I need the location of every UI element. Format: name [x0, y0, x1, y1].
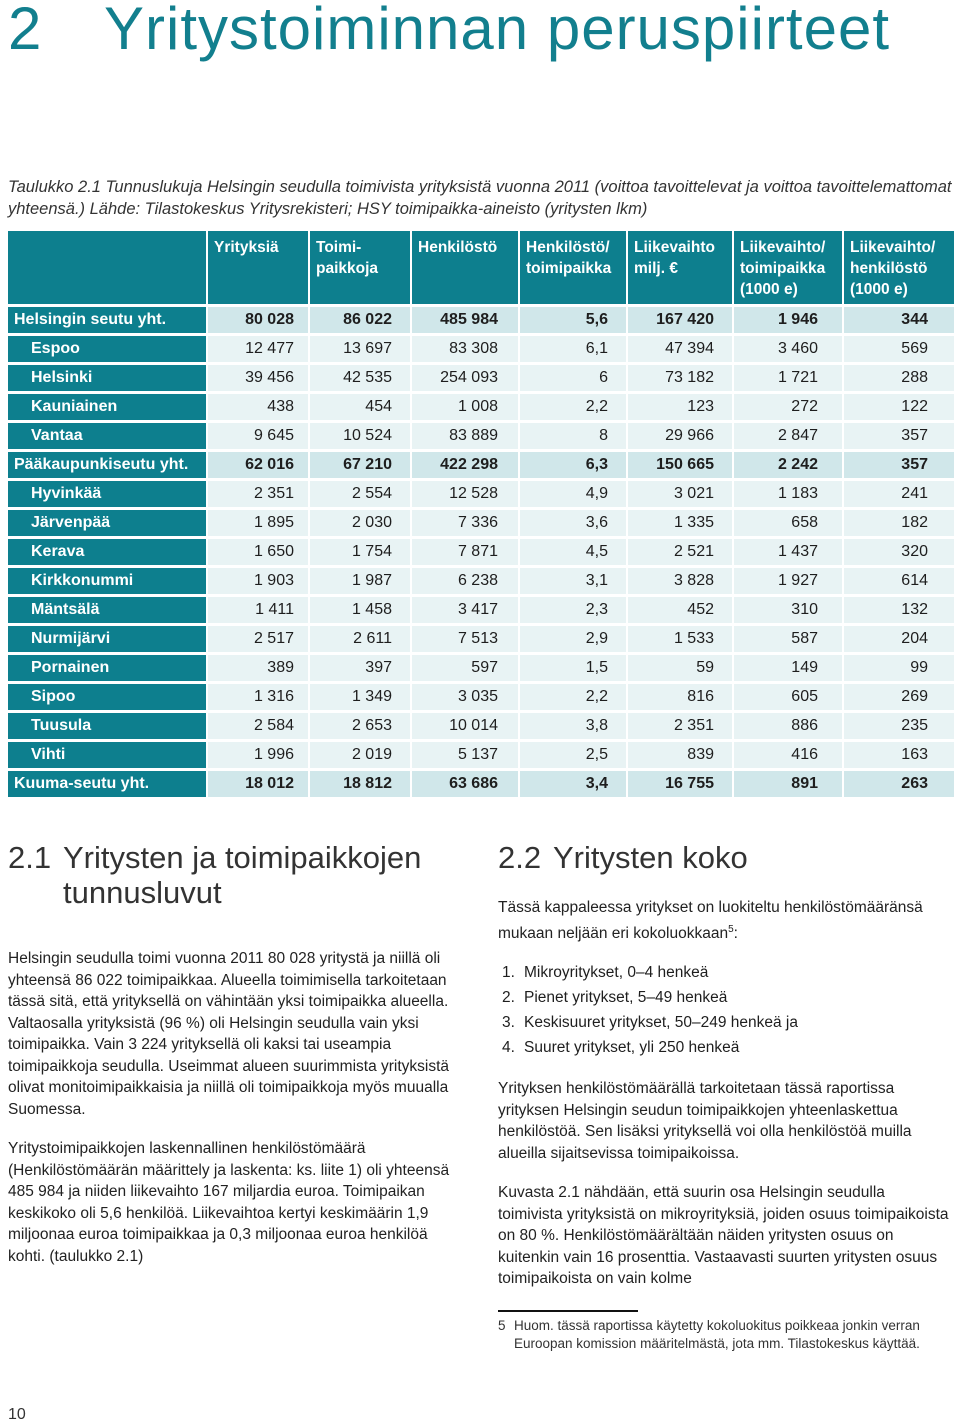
table-cell: 39 456	[208, 365, 310, 391]
table-cell: 3,6	[520, 510, 628, 536]
table-cell: 438	[208, 394, 310, 420]
table-cell: 587	[734, 626, 844, 652]
table-cell: 99	[844, 655, 954, 681]
section-number: 2.2	[498, 840, 542, 875]
table-cell: 288	[844, 365, 954, 391]
table-cell: 18 812	[310, 771, 412, 797]
table-cell: 1 946	[734, 307, 844, 333]
table-cell: 1 349	[310, 684, 412, 710]
table-cell: 86 022	[310, 307, 412, 333]
table-cell: 263	[844, 771, 954, 797]
table-cell: 3 828	[628, 568, 734, 594]
column-header: Yrityksiä	[208, 231, 310, 304]
table-cell: 83 889	[412, 423, 520, 449]
table-body	[8, 307, 954, 797]
table-total-row	[8, 307, 954, 333]
table-cell: 1 987	[310, 568, 412, 594]
section-title: Yritysten koko	[553, 840, 748, 875]
table-cell: 2,2	[520, 394, 628, 420]
list-text: Keskisuuret yritykset, 50–249 henkeä ja	[524, 1014, 798, 1032]
table-cell: 5,6	[520, 307, 628, 333]
table-cell: 29 966	[628, 423, 734, 449]
table-cell: 80 028	[208, 307, 310, 333]
table-cell: 6,1	[520, 336, 628, 362]
table-cell: 310	[734, 597, 844, 623]
table-cell: 2,9	[520, 626, 628, 652]
footnote-text: Huom. tässä raportissa käytetty kokoluokitus poikkeaa jonkin verran Euroopan komission määritelmästä, jota mm. Tilastokeskus käyttää.	[514, 1318, 920, 1351]
table-cell: 422 298	[412, 452, 520, 478]
intro-paragraph	[498, 897, 950, 944]
table-cell: 1 533	[628, 626, 734, 652]
row-label: Pääkaupunkiseutu yht.	[8, 452, 208, 478]
size-class-list	[498, 960, 950, 1060]
column-header: Liikevaihto/ toimipaikka (1000 e)	[734, 231, 844, 304]
row-label: Pornainen	[8, 655, 208, 681]
section-title: Yritysten ja toimipaikkojen tunnusluvut	[63, 840, 422, 910]
table-cell: 2 351	[208, 481, 310, 507]
table-row	[8, 539, 954, 565]
table-cell: 1 996	[208, 742, 310, 768]
table-cell: 2 521	[628, 539, 734, 565]
table-cell: 204	[844, 626, 954, 652]
table-cell: 163	[844, 742, 954, 768]
column-header: Henkilöstö/ toimipaikka	[520, 231, 628, 304]
table-cell: 1 458	[310, 597, 412, 623]
table-cell: 357	[844, 423, 954, 449]
table-cell: 83 308	[412, 336, 520, 362]
table-caption: Taulukko 2.1 Tunnuslukuja Helsingin seudulla toimivista yrityksistä vuonna 2011 (voittoa tavoittelevat ja voittoa tavoittelemattomat yhteensä.) Lähde: Tilastokeskus Yritysrekisteri; HSY toimipaikka-aineisto (yritysten lkm)	[8, 178, 952, 218]
list-text: Mikroyritykset, 0–4 henkeä	[524, 964, 709, 982]
table-cell: 10 014	[412, 713, 520, 739]
table-cell: 3 460	[734, 336, 844, 362]
table-cell: 6 238	[412, 568, 520, 594]
table-cell: 9 645	[208, 423, 310, 449]
column-header: Henkilöstö	[412, 231, 520, 304]
table-cell: 1 411	[208, 597, 310, 623]
table-cell: 891	[734, 771, 844, 797]
list-number: 3.	[502, 1014, 515, 1032]
table-cell: 6	[520, 365, 628, 391]
table-cell: 2 611	[310, 626, 412, 652]
table-cell: 73 182	[628, 365, 734, 391]
chapter-title-text: Yritystoiminnan peruspiirteet	[104, 0, 891, 62]
table-row	[8, 568, 954, 594]
table-cell: 1 927	[734, 568, 844, 594]
table-cell: 2 242	[734, 452, 844, 478]
table-cell: 149	[734, 655, 844, 681]
table-cell: 6,3	[520, 452, 628, 478]
table-cell: 605	[734, 684, 844, 710]
footnote-divider	[498, 1310, 638, 1312]
table-cell: 569	[844, 336, 954, 362]
table-total-row	[8, 452, 954, 478]
table-row	[8, 481, 954, 507]
column-header: Liikevaihto milj. €	[628, 231, 734, 304]
table-cell: 1 903	[208, 568, 310, 594]
row-label: Kauniainen	[8, 394, 208, 420]
table-header-row	[8, 231, 954, 304]
table-row	[8, 365, 954, 391]
table-cell: 123	[628, 394, 734, 420]
table-row	[8, 423, 954, 449]
paragraph: Yritystoimipaikkojen laskennallinen henkilöstömäärä (Henkilöstömäärän määrittely ja laskenta: ks. liite 1) oli yhteensä 485 984 ja niiden liikevaihto 167 miljardia euroa. Toimipaikan keskikoko oli 5,6 henkilöä. Liikevaihtoa kertyi keskimäärin 1,9 miljoonaa euroa toimipaikkaa ja 0,3 miljoonaa euroa henkilöä kohti. (taulukko 2.1)	[8, 1140, 450, 1265]
table-cell: 8	[520, 423, 628, 449]
table-cell: 1 754	[310, 539, 412, 565]
table-cell: 816	[628, 684, 734, 710]
table-cell: 241	[844, 481, 954, 507]
table-cell: 2 653	[310, 713, 412, 739]
footnote	[498, 1317, 938, 1353]
table-cell: 357	[844, 452, 954, 478]
table-cell: 182	[844, 510, 954, 536]
footnote-number: 5	[498, 1318, 506, 1333]
table-cell: 67 210	[310, 452, 412, 478]
table-cell: 2 554	[310, 481, 412, 507]
list-item	[498, 1035, 950, 1060]
table-cell: 122	[844, 394, 954, 420]
section-heading	[8, 840, 464, 910]
list-item	[498, 985, 950, 1010]
table-cell: 18 012	[208, 771, 310, 797]
table-cell: 13 697	[310, 336, 412, 362]
table-cell: 12 528	[412, 481, 520, 507]
paragraph: Kuvasta 2.1 nähdään, että suurin osa Helsingin seudulla toimivista yrityksistä on mikroyrityksiä, joiden osuus toimipaikoista on 80 %. Henkilöstömäärältään näiden yritysten osuus on kuitenkin vain 16 prosenttia. Vastaavasti suurten yritysten osuus toimipaikoista on vain kolme	[498, 1184, 949, 1288]
row-label: Tuusula	[8, 713, 208, 739]
table-cell: 5 137	[412, 742, 520, 768]
table-cell: 2 351	[628, 713, 734, 739]
table-cell: 7 871	[412, 539, 520, 565]
section-number: 2.1	[8, 840, 52, 875]
table-cell: 397	[310, 655, 412, 681]
row-label: Nurmijärvi	[8, 626, 208, 652]
table-cell: 269	[844, 684, 954, 710]
table-cell: 614	[844, 568, 954, 594]
header-corner	[8, 231, 208, 304]
table-cell: 3,8	[520, 713, 628, 739]
row-label: Espoo	[8, 336, 208, 362]
table-cell: 1 008	[412, 394, 520, 420]
table-cell: 4,5	[520, 539, 628, 565]
table-cell: 150 665	[628, 452, 734, 478]
table-cell: 2 517	[208, 626, 310, 652]
table-cell: 2,2	[520, 684, 628, 710]
table-cell: 62 016	[208, 452, 310, 478]
table-cell: 2,5	[520, 742, 628, 768]
table-cell: 389	[208, 655, 310, 681]
table-row	[8, 510, 954, 536]
table-cell: 454	[310, 394, 412, 420]
table-cell: 7 513	[412, 626, 520, 652]
table-cell: 2 030	[310, 510, 412, 536]
row-label: Vantaa	[8, 423, 208, 449]
table-cell: 1 335	[628, 510, 734, 536]
section-2-2	[498, 840, 950, 1290]
list-item	[498, 1010, 950, 1035]
table-cell: 658	[734, 510, 844, 536]
section-2-1	[8, 840, 464, 1267]
row-label: Sipoo	[8, 684, 208, 710]
table-cell: 597	[412, 655, 520, 681]
list-item	[498, 960, 950, 985]
list-number: 2.	[502, 989, 515, 1007]
table-cell: 1 650	[208, 539, 310, 565]
table-cell: 47 394	[628, 336, 734, 362]
table-cell: 1 316	[208, 684, 310, 710]
table-row	[8, 713, 954, 739]
table-row	[8, 394, 954, 420]
footnote-reference[interactable]: 5	[728, 923, 734, 935]
table-cell: 1 437	[734, 539, 844, 565]
table-cell: 452	[628, 597, 734, 623]
table-cell: 1 721	[734, 365, 844, 391]
table-total-row	[8, 771, 954, 797]
table-cell: 3,1	[520, 568, 628, 594]
row-label: Kerava	[8, 539, 208, 565]
list-number: 1.	[502, 964, 515, 982]
table-row	[8, 597, 954, 623]
table-cell: 63 686	[412, 771, 520, 797]
table-cell: 1 183	[734, 481, 844, 507]
table-cell: 886	[734, 713, 844, 739]
intro-text: Tässä kappaleessa yritykset on luokiteltu henkilöstömääränsä mukaan neljään eri kokoluokkaan	[498, 899, 923, 942]
table-cell: 1,5	[520, 655, 628, 681]
table-cell: 2,3	[520, 597, 628, 623]
intro-end: :	[733, 924, 738, 942]
row-label: Järvenpää	[8, 510, 208, 536]
table-cell: 4,9	[520, 481, 628, 507]
table-cell: 12 477	[208, 336, 310, 362]
table-cell: 7 336	[412, 510, 520, 536]
chapter-number: 2	[8, 0, 43, 62]
page-number: 10	[8, 1406, 26, 1423]
table-cell: 3 417	[412, 597, 520, 623]
table-cell: 272	[734, 394, 844, 420]
table-row	[8, 336, 954, 362]
table-cell: 3 035	[412, 684, 520, 710]
list-text: Suuret yritykset, yli 250 henkeä	[524, 1039, 740, 1057]
row-label: Vihti	[8, 742, 208, 768]
row-label: Mäntsälä	[8, 597, 208, 623]
table-cell: 485 984	[412, 307, 520, 333]
table-row	[8, 684, 954, 710]
table-cell: 10 524	[310, 423, 412, 449]
paragraph: Yrityksen henkilöstömäärällä tarkoitetaan tässä raportissa yrityksen Helsingin seudun toimipaikkojen yhteenlaskettua henkilöstöä. Sen lisäksi yrityksellä voi olla henkilöstöä muilla alueilla sijaitsevissa toimipaikoissa.	[498, 1080, 912, 1162]
column-header: Toimi- paikkoja	[310, 231, 412, 304]
table-cell: 2 584	[208, 713, 310, 739]
paragraph: Helsingin seudulla toimi vuonna 2011 80 028 yritystä ja niillä oli yhteensä 86 022 toimipaikkaa. Alueella toimimisella tarkoitetaan tässä sitä, että yrityksellä on vähintään yksi toimipaikka alueella. Valtaosalla yrityksistä (96 %) oli Helsingin seudulla vain yksi toimipaikka. Vain 3 224 yrityksellä oli kaksi tai useampia toimipaikkoja seudulla. Useimmat alueen suurimmista yrityksistä olivat monitoimipaikkaisia ja niillä oli toimipaikkoja myös muualla Suomessa.	[8, 950, 450, 1118]
table-cell: 42 535	[310, 365, 412, 391]
row-label: Hyvinkää	[8, 481, 208, 507]
statistics-table	[8, 228, 954, 800]
table-cell: 132	[844, 597, 954, 623]
table-cell: 416	[734, 742, 844, 768]
section-heading	[498, 840, 950, 875]
table-cell: 839	[628, 742, 734, 768]
table-cell: 254 093	[412, 365, 520, 391]
row-label: Helsinki	[8, 365, 208, 391]
table-row	[8, 742, 954, 768]
table-cell: 1 895	[208, 510, 310, 536]
table-cell: 2 847	[734, 423, 844, 449]
table-cell: 59	[628, 655, 734, 681]
table-row	[8, 626, 954, 652]
table-cell: 2 019	[310, 742, 412, 768]
row-label: Kirkkonummi	[8, 568, 208, 594]
column-header: Liikevaihto/ henkilöstö (1000 e)	[844, 231, 954, 304]
table-row	[8, 655, 954, 681]
table-cell: 16 755	[628, 771, 734, 797]
table-cell: 235	[844, 713, 954, 739]
table-cell: 167 420	[628, 307, 734, 333]
list-number: 4.	[502, 1039, 515, 1057]
table-cell: 320	[844, 539, 954, 565]
list-text: Pienet yritykset, 5–49 henkeä	[524, 989, 728, 1007]
row-label: Helsingin seutu yht.	[8, 307, 208, 333]
table-cell: 3 021	[628, 481, 734, 507]
row-label: Kuuma-seutu yht.	[8, 771, 208, 797]
table-cell: 3,4	[520, 771, 628, 797]
table-cell: 344	[844, 307, 954, 333]
chapter-title	[8, 0, 890, 63]
